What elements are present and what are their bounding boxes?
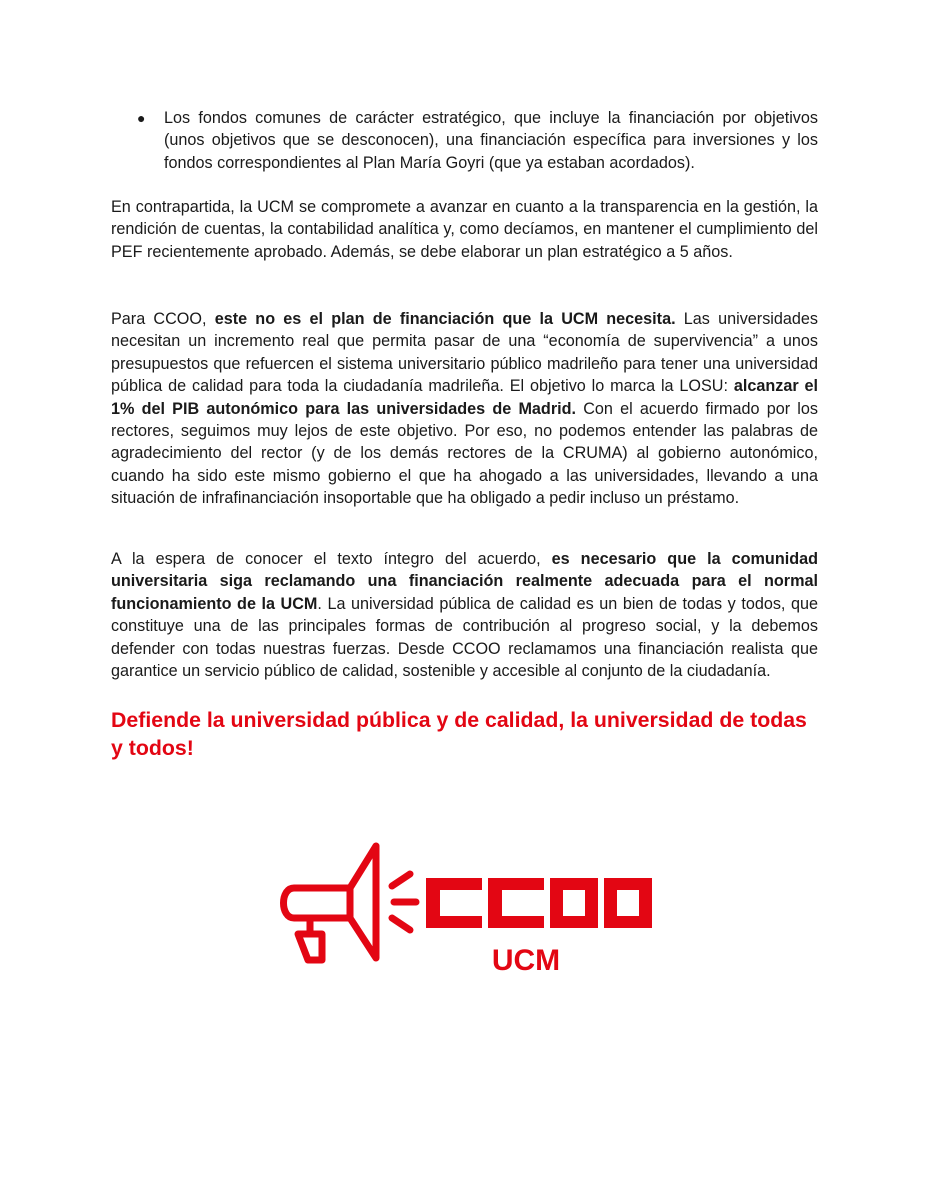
paragraph-bold: alcanzar el 1% del PIB autonómico para las universidades de Madrid. <box>111 377 818 418</box>
ccoo-wordmark <box>426 878 652 928</box>
paragraph-text: Para CCOO, <box>111 310 215 328</box>
bullet-icon: ● <box>137 110 146 126</box>
list-item <box>111 107 818 174</box>
paragraph-demand <box>111 548 818 682</box>
paragraph-bold: este no es el plan de financiación que la UCM necesita. <box>214 310 676 328</box>
ccoo-ucm-logo <box>270 838 660 978</box>
paragraph-bold: es necesario que la comunidad universitaria siga reclamando una financiación realmente adecuada para el normal funcionamiento de la UCM <box>111 550 818 613</box>
paragraph-text: A la espera de conocer el texto íntegro del acuerdo, <box>111 550 552 568</box>
logo-subtitle: UCM <box>491 944 561 977</box>
paragraph-text: Las universidades necesitan un incremento real que permita pasar de una “economía de supervivencia” a unos presupuestos que refuercen el sistema universitario público madrileño para tener una universidad pública de calidad para toda la ciudadanía madrileña. El objetivo lo marca la LOSU: <box>111 310 818 396</box>
slogan-heading: Defiende la universidad pública y de calidad, la universidad de todas y todos! <box>111 708 807 760</box>
megaphone-icon <box>284 846 417 960</box>
paragraph-ccoo-position <box>111 308 818 510</box>
bullet-text: Los fondos comunes de carácter estratégico, que incluye la financiación por objetivos (unos objetivos que se desconocen), una financiación específica para inversiones y los fondos correspondientes al Plan María Goyri (que ya estaban acordados). <box>164 109 818 172</box>
paragraph-transparency: En contrapartida, la UCM se compromete a avanzar en cuanto a la transparencia en la gestión, la rendición de cuentas, la contabilidad analítica y, como decíamos, en mantener el cumplimiento del PEF recientemente aprobado. Además, se debe elaborar un plan estratégico a 5 años. <box>111 198 818 261</box>
paragraph-text: Con el acuerdo firmado por los rectores, seguimos muy lejos de este objetivo. Por eso, no podemos entender las palabras de agradecimiento del rector (y de los demás rectores de la CRUMA) al gobierno autonómico, cuando ha sido este mismo gobierno el que ha ahogado a las universidades, llevando a una situación de infrafinanciación insoportable que ha obligado a pedir incluso un préstamo. <box>111 399 819 508</box>
bullet-list <box>111 107 818 174</box>
paragraph-text: . La universidad pública de calidad es un bien de todas y todos, que constituye una de las principales formas de contribución al progreso social, y la debemos defender con todas nuestras fuerzas. Desde CCOO reclamamos una financiación realista que garantice un servicio público de calidad, sostenible y accesible al conjunto de la ciudadanía. <box>111 594 818 681</box>
